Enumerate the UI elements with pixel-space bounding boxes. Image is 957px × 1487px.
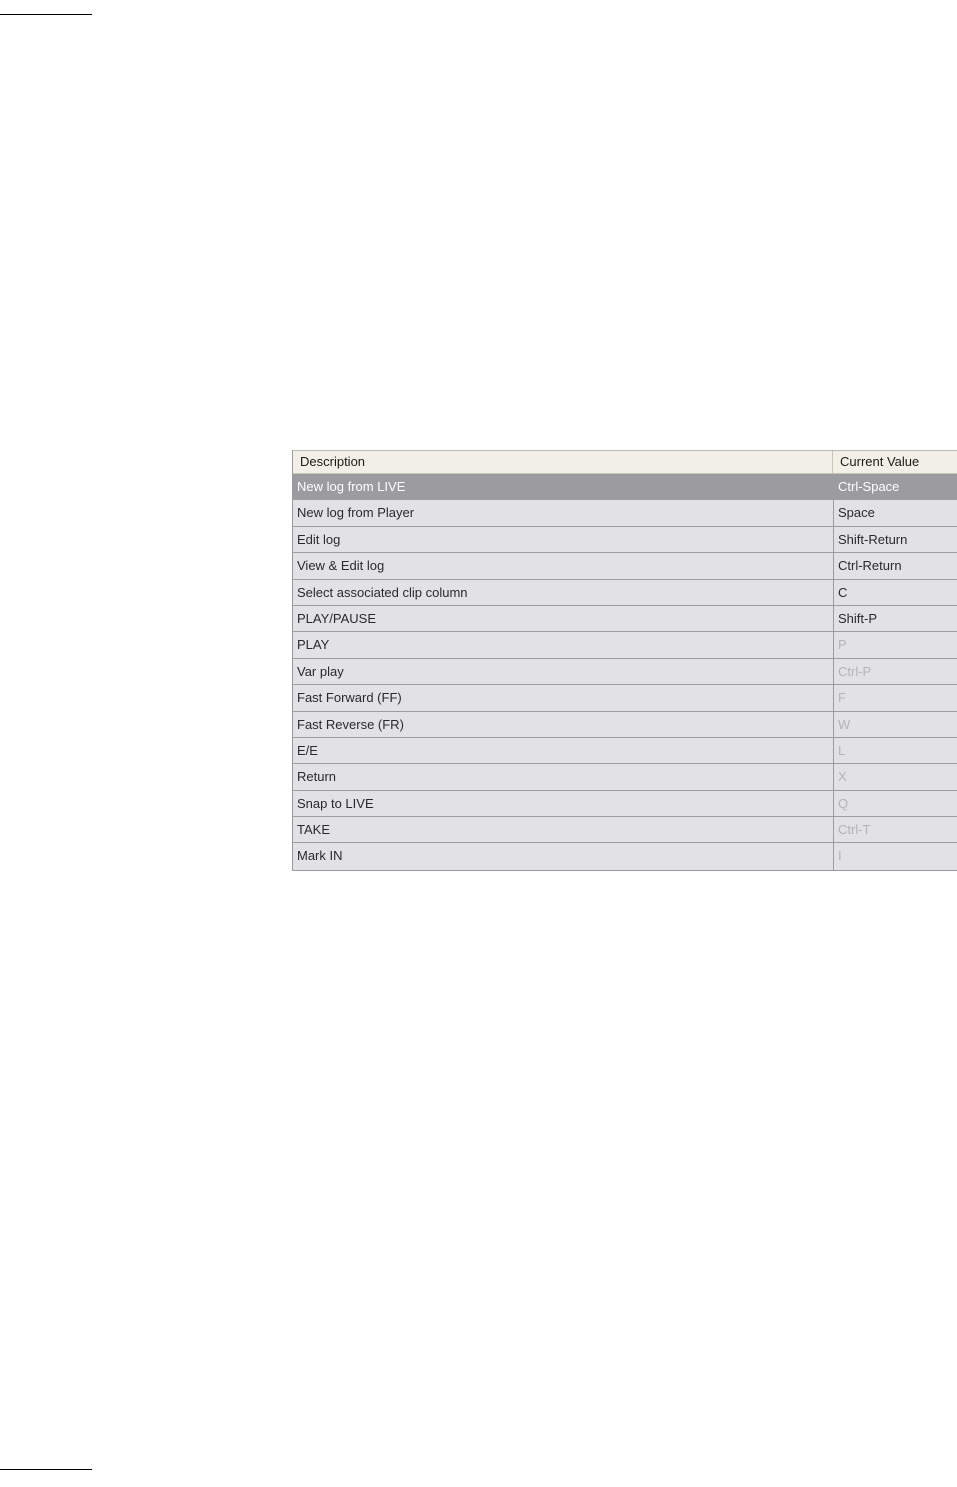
shortcut-value[interactable]: Space	[838, 505, 875, 521]
shortcut-value[interactable]: Shift-P	[838, 610, 878, 626]
shortcut-description: New log from Player	[293, 500, 834, 525]
shortcut-description: Fast Forward (FF)	[293, 685, 834, 710]
shortcut-value[interactable]: Ctrl-P	[838, 663, 872, 679]
table-row[interactable]	[293, 632, 957, 658]
shortcut-value[interactable]: I	[838, 848, 842, 864]
shortcut-description: Fast Reverse (FR)	[293, 712, 834, 737]
table-row[interactable]	[293, 738, 957, 764]
shortcut-description: PLAY	[293, 632, 834, 657]
shortcut-value[interactable]: Ctrl-Return	[838, 558, 902, 574]
table-row[interactable]	[293, 843, 957, 869]
page-top-rule	[0, 14, 92, 15]
shortcut-description: TAKE	[293, 817, 834, 842]
shortcut-description: Select associated clip column	[293, 580, 834, 605]
shortcut-value[interactable]: W	[838, 716, 851, 732]
shortcut-description: Return	[293, 764, 834, 789]
shortcut-value[interactable]: F	[838, 690, 846, 706]
column-header-current-value[interactable]: Current Value	[840, 454, 920, 469]
table-row[interactable]	[293, 500, 957, 526]
table-row[interactable]	[293, 527, 957, 553]
shortcut-description: E/E	[293, 738, 834, 763]
table-row[interactable]	[293, 791, 957, 817]
column-header-description[interactable]: Description	[293, 451, 833, 473]
shortcut-value[interactable]: Ctrl-Space	[838, 479, 900, 494]
table-row[interactable]	[293, 580, 957, 606]
table-row[interactable]	[293, 685, 957, 711]
shortcut-value[interactable]: C	[838, 584, 848, 600]
shortcut-description: Var play	[293, 659, 834, 684]
page-bottom-rule	[0, 1469, 92, 1470]
shortcut-description: Edit log	[293, 527, 834, 552]
shortcut-description: View & Edit log	[293, 553, 834, 578]
table-header	[293, 451, 957, 474]
shortcut-value[interactable]: P	[838, 637, 847, 653]
shortcut-description: Mark IN	[293, 843, 834, 869]
table-row[interactable]	[293, 764, 957, 790]
shortcut-table	[292, 450, 957, 871]
shortcut-value[interactable]: Shift-Return	[838, 531, 908, 547]
table-body	[293, 474, 957, 870]
shortcut-value[interactable]: X	[838, 769, 847, 785]
table-row[interactable]	[293, 553, 957, 579]
table-row[interactable]	[293, 817, 957, 843]
shortcut-description: PLAY/PAUSE	[293, 606, 834, 631]
shortcut-description: New log from LIVE	[293, 474, 834, 499]
table-row[interactable]	[293, 606, 957, 632]
shortcut-value[interactable]: Ctrl-T	[838, 822, 871, 838]
table-row[interactable]	[293, 659, 957, 685]
table-row[interactable]	[293, 712, 957, 738]
shortcut-description: Snap to LIVE	[293, 791, 834, 816]
shortcut-value[interactable]: Q	[838, 795, 849, 811]
shortcut-value[interactable]: L	[838, 742, 846, 758]
table-row[interactable]	[293, 474, 957, 500]
